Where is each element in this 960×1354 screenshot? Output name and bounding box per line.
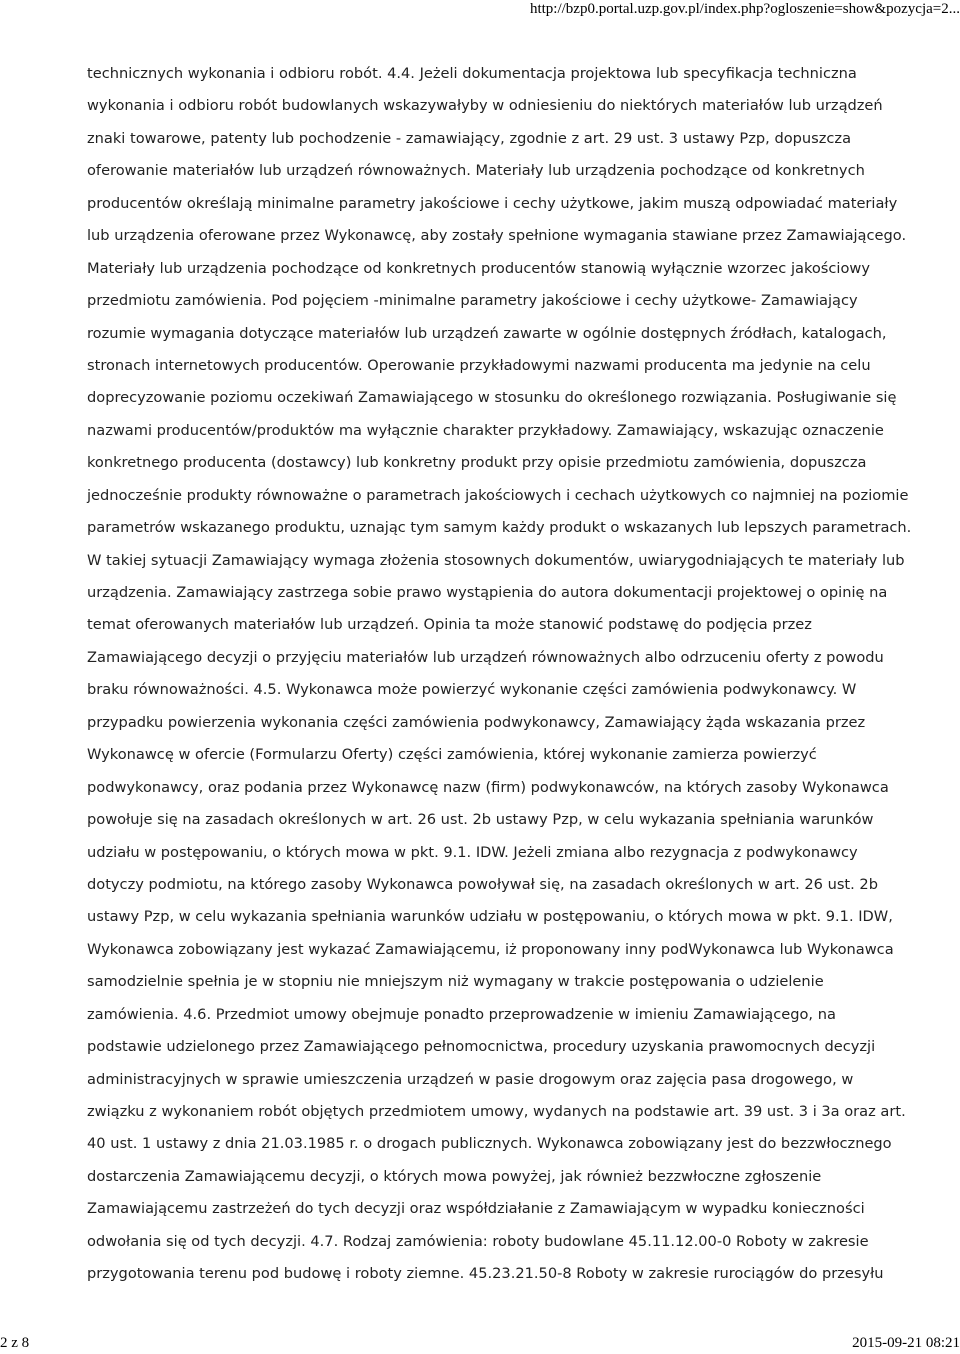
body-line: braku równoważności. 4.5. Wykonawca może powierzyć wykonanie części zamówienia podwykonawcy. W: [87, 681, 857, 699]
body-line: zamówienia. 4.6. Przedmiot umowy obejmuje ponadto przeprowadzenie w imieniu Zamawiającego, na: [87, 1005, 836, 1023]
body-line: przygotowania terenu pod budowę i roboty ziemne. 45.23.21.50-8 Roboty w zakresie rurociągów do przesyłu: [87, 1265, 884, 1283]
body-line: Zamawiającemu zastrzeżeń do tych decyzji oraz współdziałanie z Zamawiającym w wypadku konieczności: [87, 1200, 865, 1218]
body-line: samodzielnie spełnia je w stopniu nie mniejszym niż wymagany w trakcie postępowania o udzielenie: [87, 973, 824, 991]
body-line: oferowanie materiałów lub urządzeń równoważnych. Materiały lub urządzenia pochodzące od konkretnych: [87, 162, 865, 180]
body-line: odwołania się od tych decyzji. 4.7. Rodzaj zamówienia: roboty budowlane 45.11.12.00-0 Roboty w zakresie: [87, 1232, 869, 1250]
body-line: Wykonawcę w ofercie (Formularzu Oferty) części zamówienia, której wykonanie zamierza powierzyć: [87, 746, 817, 764]
body-line: wykonania i odbioru robót budowlanych wskazywałyby w odniesieniu do niektórych materiałów lub urządzeń: [87, 97, 883, 115]
body-line: Wykonawca zobowiązany jest wykazać Zamawiającemu, iż proponowany inny podWykonawca lub Wykonawca: [87, 940, 894, 958]
body-line: 40 ust. 1 ustawy z dnia 21.03.1985 r. o drogach publicznych. Wykonawca zobowiązany jest do bezzwłocznego: [87, 1135, 892, 1153]
page-number: 2 z 8: [0, 1335, 30, 1351]
body-line: jednocześnie produkty równoważne o parametrach jakościowych i cechach użytkowych co najmniej na poziomie: [87, 486, 909, 504]
body-line: podwykonawcy, oraz podania przez Wykonawcę nazw (firm) podwykonawców, na których zasoby Wykonawca: [87, 778, 889, 796]
body-line: technicznych wykonania i odbioru robót. 4.4. Jeżeli dokumentacja projektowa lub specyfikacja techniczna: [87, 65, 857, 82]
body-line: dostarczenia Zamawiającemu decyzji, o których mowa powyżej, jak również bezzwłoczne zgłoszenie: [87, 1167, 822, 1185]
body-line: dotyczy podmiotu, na którego zasoby Wykonawca powoływał się, na zasadach określonych w art. 26 ust. 2b: [87, 875, 878, 893]
body-line: urządzenia. Zamawiający zastrzega sobie prawo wystąpienia do autora dokumentacji projektowej o opinię na: [87, 584, 888, 601]
body-line: W takiej sytuacji Zamawiający wymaga złożenia stosownych dokumentów, uwiarygodniających te materiały lub: [87, 551, 905, 569]
body-line: związku z wykonaniem robót objętych przedmiotem umowy, wydanych na podstawie art. 39 ust. 3 i 3a oraz art.: [87, 1103, 906, 1120]
body-line: udziału w postępowaniu, o których mowa w pkt. 9.1. IDW. Jeżeli zmiana albo rezygnacja z podwykonawcy: [87, 843, 858, 861]
body-line: Zamawiającego decyzji o przyjęciu materiałów lub urządzeń równoważnych albo odrzuceniu oferty z powodu: [87, 648, 884, 666]
body-line: Materiały lub urządzenia pochodzące od konkretnych producentów stanowią wyłącznie wzorzec jakościowy: [87, 259, 870, 277]
body-line: przypadku powierzenia wykonania części zamówienia podwykonawcy, Zamawiający żąda wskazania przez: [87, 713, 866, 731]
body-line: nazwami producentów/produktów ma wyłącznie charakter przykładowy. Zamawiający, wskazując oznaczenie: [87, 421, 884, 439]
body-line: konkretnego producenta (dostawcy) lub konkretny produkt przy opisie przedmiotu zamówienia, dopuszcza: [87, 454, 867, 472]
body-line: rozumie wymagania dotyczące materiałów lub urządzeń zawarte w ogólnie dostępnych źródłach, katalogach,: [87, 324, 887, 342]
body-line: administracyjnych w sprawie umieszczenia urządzeń w pasie drogowym oraz zajęcia pasa drogowego, w: [87, 1070, 854, 1088]
body-line: podstawie udzielonego przez Zamawiającego pełnomocnictwa, procedury uzyskania prawomocnych decyzji: [87, 1038, 876, 1056]
body-line: znaki towarowe, patenty lub pochodzenie - zamawiający, zgodnie z art. 29 ust. 3 ustawy Pzp, dopuszcza: [87, 129, 852, 147]
print-datetime: 2015-09-21 08:21: [852, 1335, 960, 1351]
body-line: przedmiotu zamówienia. Pod pojęciem -minimalne parametry jakościowe i cechy użytkowe- Zamawiający: [87, 292, 858, 310]
print-header-url: http://bzp0.portal.uzp.gov.pl/index.php?ogloszenie=show&pozycja=2...: [529, 1, 960, 17]
body-line: stronach internetowych producentów. Operowanie przykładowymi nazwami producenta ma jedynie na celu: [87, 356, 871, 374]
body-line: producentów określają minimalne parametry jakościowe i cechy użytkowe, jakim muszą odpowiadać materiały: [87, 194, 898, 212]
body-line: powołuje się na zasadach określonych w art. 26 ust. 2b ustawy Pzp, w celu wykazania spełniania warunków: [87, 811, 874, 829]
body-line: lub urządzenia oferowane przez Wykonawcę, aby zostały spełnione wymagania stawiane przez Zamawiającego.: [87, 227, 907, 245]
body-line: ustawy Pzp, w celu wykazania spełniania warunków udziału w postępowaniu, o których mowa w pkt. 9.1. IDW,: [87, 908, 893, 926]
body-line: parametrów wskazanego produktu, uznając tym samym każdy produkt o wskazanych lub lepszych parametrach.: [87, 519, 912, 537]
body-line: doprecyzowanie poziomu oczekiwań Zamawiającego w stosunku do określonego rozwiązania. Posługiwanie się: [87, 389, 897, 407]
body-line: temat oferowanych materiałów lub urządzeń. Opinia ta może stanowić podstawę do podjęcia przez: [87, 616, 812, 634]
document-body: [87, 58, 912, 1291]
